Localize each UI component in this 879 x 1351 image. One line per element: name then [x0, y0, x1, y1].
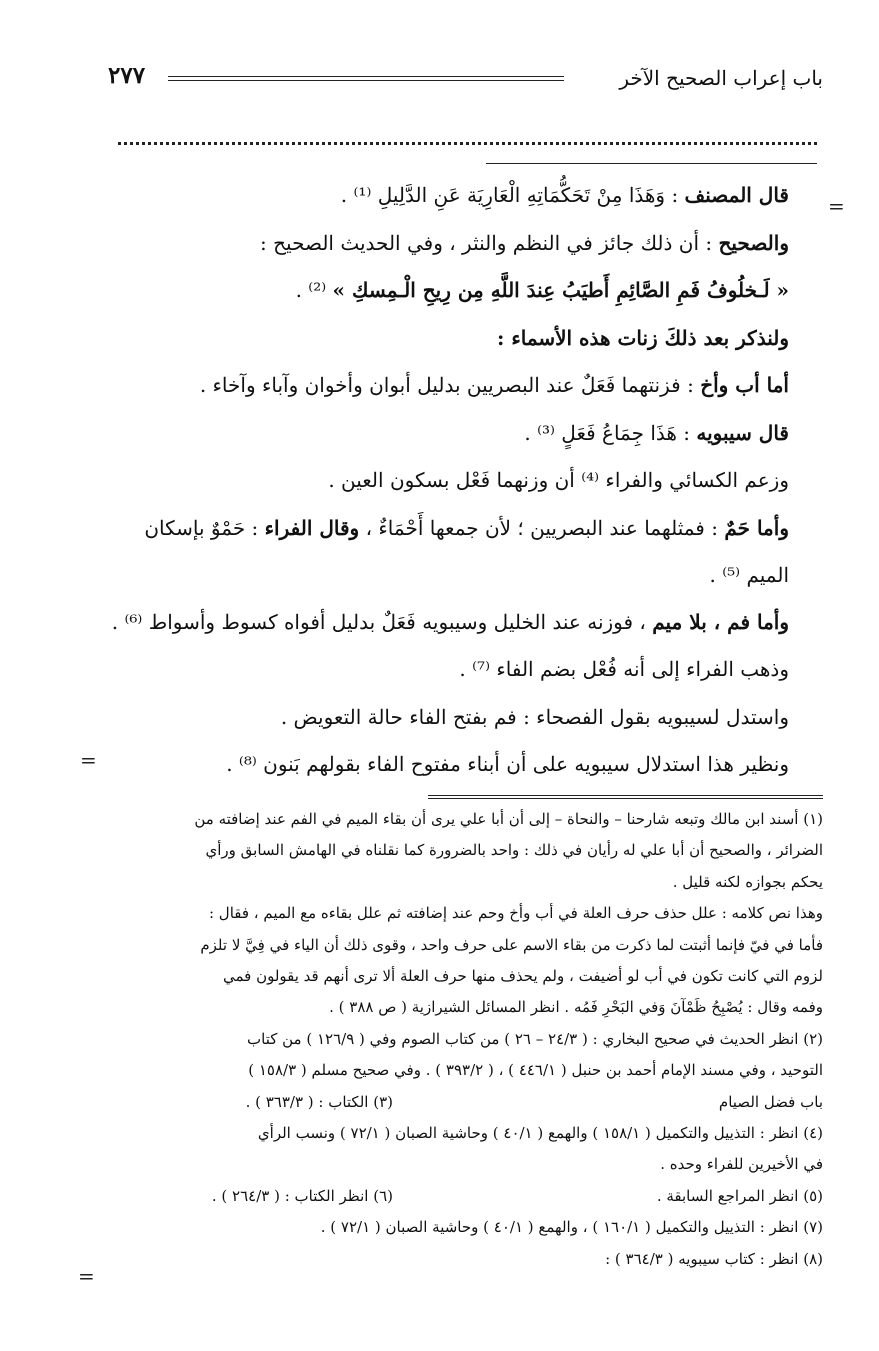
main-text: [100, 172, 789, 789]
footnote-line: الضرائر ، والصحيح أن أبا علي له رأيان في ذلك : واحد بالضرورة كما نقلناه في الهامش السابق ورأي: [205, 841, 823, 860]
footnote-line: [100, 1181, 823, 1212]
text-span: : فزنتهما فَعَلٌ عند البصريين بدليل أبوان وأخوان وآباء وآخاء .: [199, 373, 701, 397]
footnote-line: [100, 1087, 823, 1118]
text-line: وذهب الفراء إلى أنه فُعْل بضم الفاء ⁽⁷⁾ .: [459, 657, 789, 681]
footnotes: [100, 804, 823, 1275]
footnote-text: (٦) انظر الكتاب : ( ٢٦٤/٣ ) .: [211, 1186, 393, 1205]
dotted-separator: [118, 142, 817, 145]
text-span: : فمثلهما عند البصريين ؛ لأن جمعها أَحْمَاءٌ ،: [359, 515, 725, 540]
term-label: وأما حَمٌ: [724, 515, 789, 540]
text-span: : وَهَذَا مِنْ تَحَكُّمَاتِهِ الْعَارِيَة عَنِ الدَّلِيلِ ⁽¹⁾ .: [340, 183, 685, 207]
speaker-label: قال المصنف: [684, 183, 789, 207]
text-line: ولنذكر بعد ذلكَ زنات هذه الأسماء :: [496, 325, 789, 350]
footnote-line: يحكم بجوازه لكنه قليل .: [672, 872, 823, 891]
text-span: : حَمْوٌ بإسكان الميم ⁽⁵⁾ .: [144, 515, 789, 587]
text-span: ، فوزنه عند الخليل وسيبويه فَعَلٌ بدليل أفواه كسوط وأسواط ⁽⁶⁾ .: [111, 609, 653, 634]
text-span: ⁽²⁾ .: [295, 278, 333, 302]
page-number: ٢٧٧: [108, 62, 146, 89]
speaker-label: قال سيبويه: [696, 420, 789, 445]
margin-mark: =: [78, 1264, 95, 1288]
text-line: [100, 172, 789, 220]
text-line: [100, 362, 789, 410]
text-line: [100, 267, 789, 315]
footnote-text: (٥) انظر المراجع السابقة .: [656, 1186, 823, 1205]
footnote-text: باب فضل الصيام: [718, 1092, 823, 1111]
text-span: : هَذَا جِمَاعُ فَعَلٍ ⁽³⁾ .: [524, 420, 697, 445]
text-line: [100, 599, 789, 647]
header-rule: [168, 76, 564, 81]
text-line: واستدل لسيبويه بقول الفصحاء : فم بفتح الفاء حالة التعويض .: [280, 704, 789, 729]
footnote-line: وهذا نص كلامه : علل حذف حرف العلة في أب وأخ وحم عند إضافته ثم علل بقاءه مع الميم ، فقال :: [208, 904, 823, 923]
text-line: [100, 220, 789, 268]
footnote-line: (٨) انظر : كتاب سيبويه ( ٣٦٤/٣ ) :: [605, 1249, 823, 1268]
term-label: وأما فم ، بلا ميم: [652, 609, 789, 634]
footnote-line: (٧) انظر : التذييل والتكميل ( ١٦٠/١ ) ، والهمع ( ٤٠/١ ) وحاشية الصبان ( ٧٢/١ ) .: [320, 1218, 823, 1237]
footnote-text: (٣) الكتاب : ( ٣٦٣/٣ ) .: [245, 1092, 393, 1111]
text-line: [100, 410, 789, 458]
speaker-label: والصحيح: [718, 230, 789, 255]
footnote-line: فأما في فيّ فإنما أثبتت لما ذكرت من بقاء الاسم على حرف واحد ، وقوى ذلك أن الياء في فِيَّ لا تلزم: [200, 935, 823, 954]
speaker-label: وقال الفراء: [264, 515, 360, 540]
margin-mark: =: [80, 748, 97, 772]
footnote-rule: [428, 795, 823, 799]
text-span: : أن ذلك جائز في النظم والنثر ، وفي الحديث الصحيح :: [260, 230, 719, 255]
footnote-line: في الأخيرين للفراء وحده .: [660, 1155, 823, 1174]
footnote-line: (١) أسند ابن مالك وتبعه شارحنا – والنحاة – إلى أن أبا علي يرى أن بقاء الميم في الفم عند إضافته من: [194, 810, 823, 828]
term-label: أما أب وأخ: [700, 373, 789, 397]
footnote-line: (٤) انظر : التذييل والتكميل ( ١٥٨/١ ) والهمع ( ٤٠/١ ) وحاشية الصبان ( ٧٢/١ ) ونسب الرأي: [257, 1124, 823, 1143]
footnote-line: التوحيد ، وفي مسند الإمام أحمد بن حنبل ( ٤٤٦/١ ) ، ( ٣٩٣/٢ ) . وفي صحيح مسلم ( ١٥٨/٣ ): [248, 1061, 823, 1080]
footnote-line: لزوم التي كانت تكون في أب لو أضيفت ، ولم يحذف منها حرف العلة ألا ترى أنهم قد يقولون فمي: [222, 967, 823, 986]
text-line: وزعم الكسائي والفراء ⁽⁴⁾ أن وزنهما فَعْل بسكون العين .: [328, 468, 789, 492]
text-line: ونظير هذا استدلال سيبويه على أن أبناء مفتوح الفاء بقولهم بَنون ⁽⁸⁾ .: [226, 752, 789, 776]
footnote-line: (٢) انظر الحديث في صحيح البخاري : ( ٢٤/٣ – ٢٦ ) من كتاب الصوم وفي ( ١٢٦/٩ ) من كتاب: [247, 1029, 823, 1048]
text-paragraph: [100, 505, 789, 599]
margin-mark: =: [828, 194, 845, 218]
chapter-title: باب إعراب الصحيح الآخر: [619, 66, 823, 90]
hadith-quote: « لَـخلُوفُ فَمِ الصَّائِمِ أَطيَبُ عِندَ اللَّهِ مِن رِيحِ الْـمِسكِ »: [332, 278, 789, 302]
section-rule: [486, 163, 817, 164]
footnote-line: وفمه وقال : يُصْبِحُ ظَمْآنَ وَفي البَحْرِ فَمُه . انظر المسائل الشيرازية ( ص ٣٨٨ ) .: [329, 998, 823, 1017]
